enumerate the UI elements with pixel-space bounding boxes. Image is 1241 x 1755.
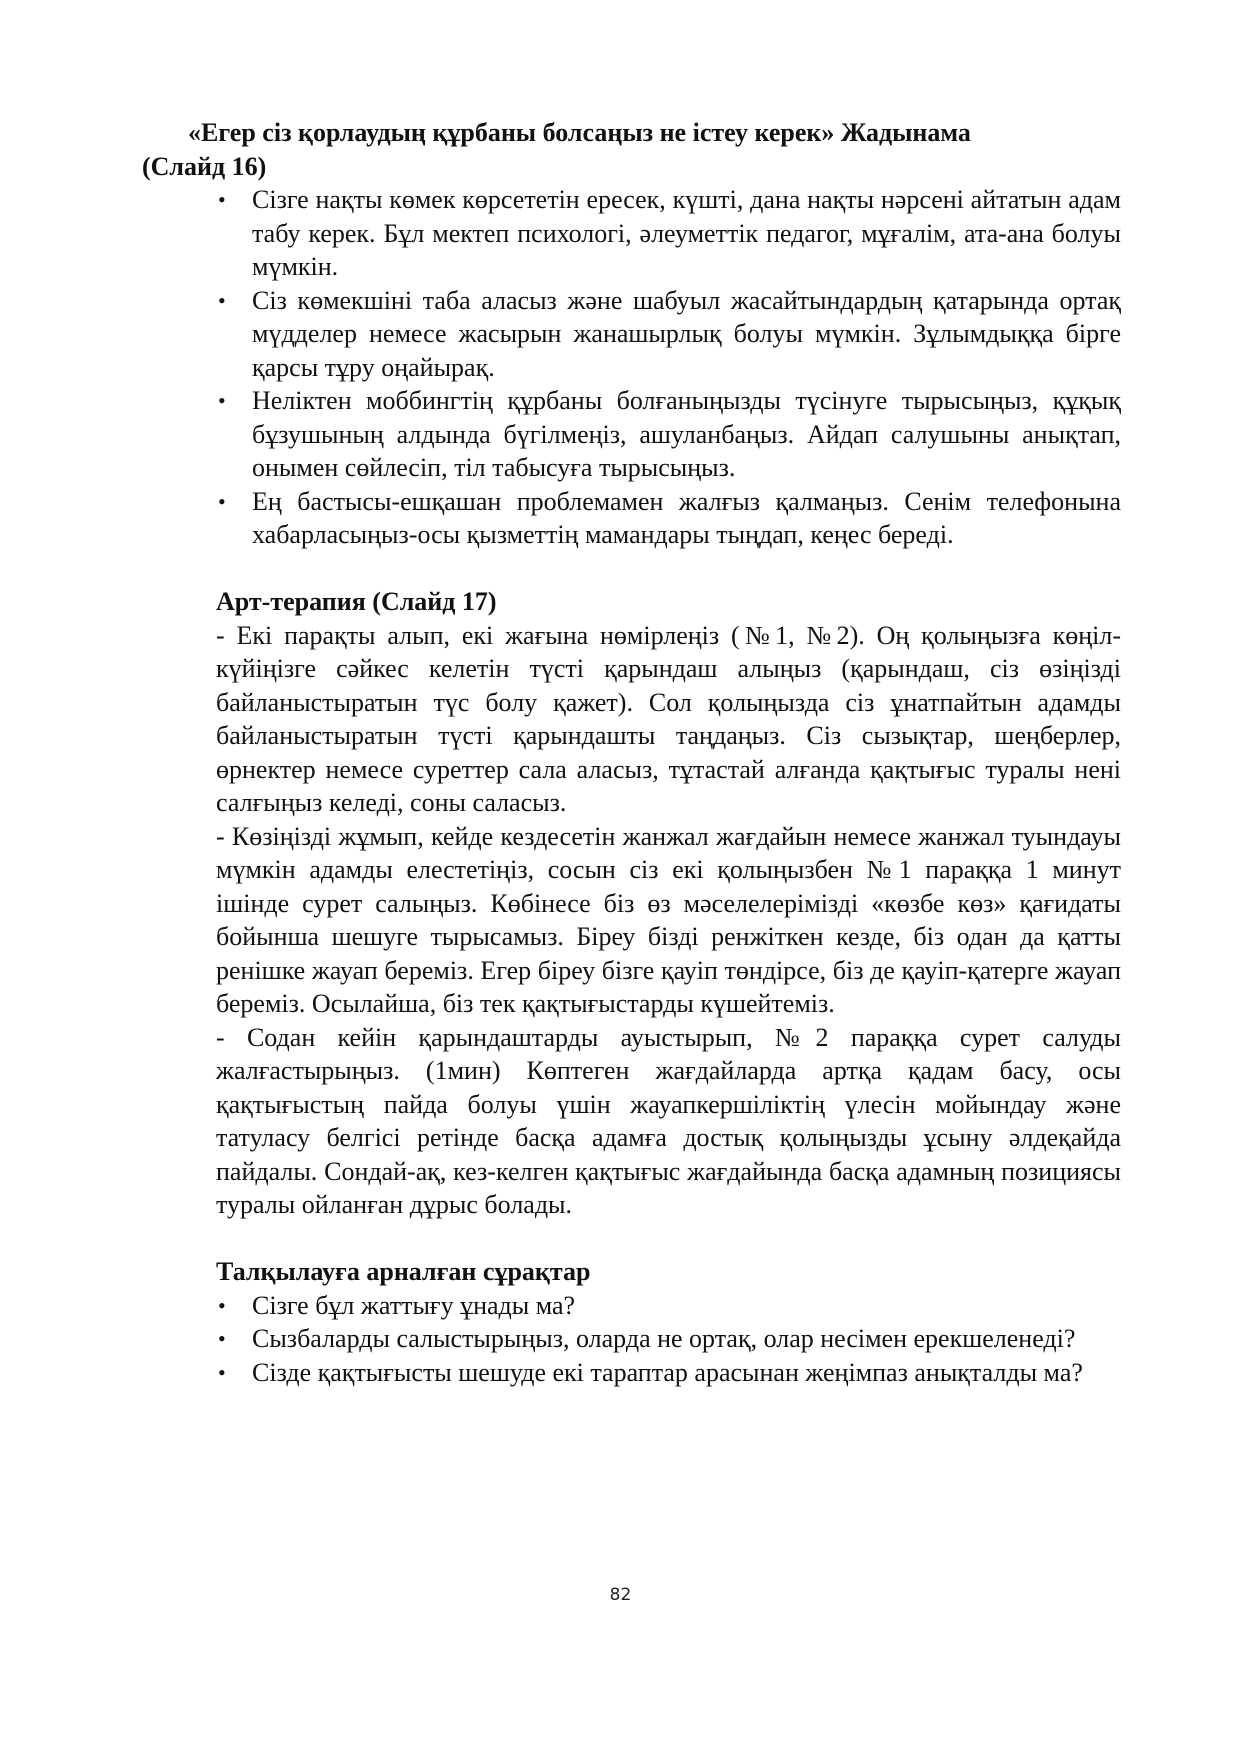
list-item <box>216 1356 1121 1390</box>
art-therapy-paragraph-3: - Содан кейін қарындаштарды ауыстырып, №2 параққа сурет салуды жалғастырыңыз. (1мин) Көптеген жағдайларда артқа қадам басу, осы қақтығыстың пайда болуы үшін жауапкершіліктің үлесін мойындау және татуласу белгісі ретінде басқа адамға достық қолыңызды ұсыну әлдеқайда пайдалы. Сондай-ақ, кез-келген қақтығыс жағдайында басқа адамның позициясы туралы ойланған дұрыс болады. <box>216 1022 1121 1219</box>
list-item <box>216 183 1121 284</box>
bullet-icon: • <box>218 287 226 313</box>
bullet-icon: • <box>218 1292 226 1318</box>
page-content <box>142 116 1121 1389</box>
list-item-text: Сізге нақты көмек көрсететін ересек, күшті, дана нақты нәрсені айтатын адам табу керек. Бұл мектеп психологі, әлеуметтік педагог, мұғалім, ата-ана болуы мүмкін. <box>252 185 1121 281</box>
discussion-question-list <box>216 1289 1121 1390</box>
list-item <box>216 284 1121 385</box>
memo-title <box>142 116 1121 183</box>
art-therapy-heading: Арт-терапия (Слайд 17) <box>216 587 497 616</box>
list-item-text: Сызбаларды салыстырыңыз, оларда не ортақ, олар несімен ерекшеленеді? <box>252 1324 1076 1353</box>
discussion-heading: Талқылауға арналған сұрақтар <box>216 1257 591 1286</box>
list-item <box>216 1322 1121 1356</box>
list-item <box>216 384 1121 485</box>
art-therapy-paragraph-1: - Екі парақты алып, екі жағына нөмірлеңіз (№1, №2). Оң қолыңызға көңіл-күйіңізге сәйкес келетін түсті қарындаш алыңыз (қарындаш, сіз өзіңізді байланыстыратын түс болу қажет). Сол қолыңызда сіз ұнатпайтын адамды байланыстыратын түсті қарындашты таңдаңыз. Сіз сызықтар, шеңберлер, өрнектер немесе суреттер сала аласыз, тұтастай алғанда қақтығыс туралы нені салғыңыз келеді, соны саласыз. <box>216 620 1121 817</box>
bullet-icon: • <box>218 1326 226 1351</box>
list-item <box>216 1289 1121 1323</box>
bullet-icon: • <box>218 388 226 413</box>
list-item <box>216 485 1121 552</box>
page-number: 82 <box>609 1585 632 1605</box>
list-item-text: Сіз көмекшіні таба аласыз және шабуыл жасайтындардың қатарында ортақ мүдделер немесе жасырын жанашырлық болуы мүмкін. Зұлымдыққа бірге қарсы тұру оңайырақ. <box>252 285 1121 382</box>
list-item-text: Ең бастысы-ешқашан проблемамен жалғыз қалмаңыз. Сенім телефонына хабарласыңыз-осы қызметтің мамандары тыңдап, кеңес береді. <box>252 486 1121 549</box>
bullet-icon: • <box>218 187 226 212</box>
memo-bullet-list <box>216 183 1121 552</box>
bullet-icon: • <box>218 488 226 514</box>
bullet-icon: • <box>218 1359 226 1385</box>
memo-title-line-2: (Слайд 16) <box>142 151 267 181</box>
list-item-text: Сізге бұл жаттығу ұнады ма? <box>252 1290 576 1320</box>
list-item-text: Сізде қақтығысты шешуде екі тараптар арасынан жеңімпаз анықталды ма? <box>252 1357 1083 1387</box>
memo-title-line-1: «Егер сіз қорлаудың құрбаны болсаңыз не істеу керек» Жадынама <box>188 118 971 147</box>
list-item-text: Неліктен моббингтің құрбаны болғаныңызды түсінуге тырысыңыз, құқық бұзушының алдында бүгілмеңіз, ашуланбаңыз. Айдап салушыны анықтап, онымен сөйлесіп, тіл табысуға тырысыңыз. <box>252 386 1121 482</box>
art-therapy-paragraph-2: - Көзіңізді жұмып, кейде кездесетін жанжал жағдайын немесе жанжал туындауы мүмкін адамды елестетіңіз, сосын сіз екі қолыңызбен №1 параққа 1 минут ішінде сурет салыңыз. Көбінесе біз өз мәселелерімізді «көзбе көз» қағидаты бойынша шешуге тырысамыз. Біреу бізді ренжіткен кезде, біз одан да қатты ренішке жауап береміз. Егер біреу бізге қауіп төндірсе, біз де қауіп-қатерге жауап береміз. Осылайша, біз тек қақтығыстарды күшейтеміз. <box>216 821 1121 1018</box>
